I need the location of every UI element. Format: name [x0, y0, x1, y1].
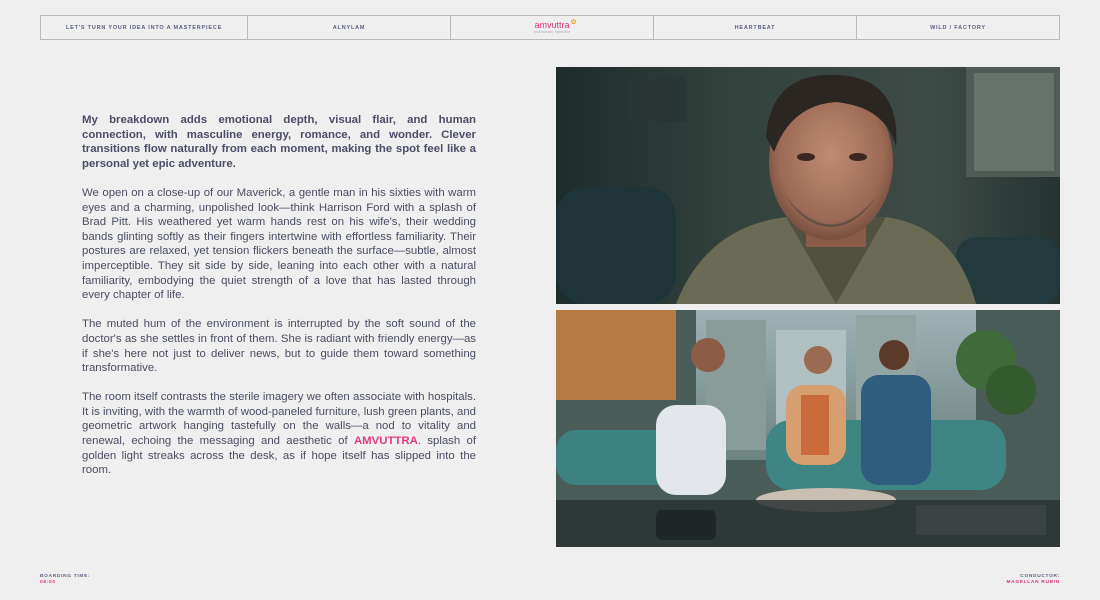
nav-item-label: LET'S TURN YOUR IDEA INTO A MASTERPIECE	[65, 24, 223, 31]
conductor-value: MAGELLAN RUBIN	[1006, 580, 1060, 585]
consultation-scene-illustration	[556, 310, 1060, 547]
paragraph-2: The muted hum of the environment is interrupted by the soft sound of the doctor's as she settles in front of them. She is radiant with friendly energy—as if she's here not just to deliver news, but to guide them toward something transformative.	[82, 318, 476, 375]
top-nav	[40, 15, 1060, 40]
nav-item-label: ALNYLAM	[332, 24, 366, 31]
boarding-time-label: BOARDING TIME:	[40, 574, 91, 579]
paragraph-3: The room itself contrasts the sterile imagery we often associate with hospitals. It is inviting, with the warmth of wood-paneled furniture, lush green plants, and geometric artwork hanging tastefully on the walls—a nod to vitality and renewal, echoing the messaging and aesthetic of AMVUTTRA. splash of golden light streaks across the desk, as if hope itself has slipped into the room.	[82, 391, 476, 477]
brand-name: AMVUTTRA	[353, 435, 418, 448]
nav-item-tagline[interactable]	[41, 16, 248, 39]
nav-item-label: WILD / FACTORY	[930, 24, 986, 31]
boarding-time-value: 08:00	[40, 580, 56, 585]
conductor-label: CONDUCTOR:	[1020, 574, 1060, 579]
nav-item-heartbeat[interactable]	[654, 16, 857, 39]
body-text	[82, 113, 476, 492]
boarding-time	[40, 574, 90, 586]
conductor	[1006, 574, 1060, 586]
consultation-scene-image	[556, 310, 1060, 547]
nav-item-wild-factory[interactable]	[857, 16, 1059, 39]
nav-item-amvuttra-logo[interactable]	[451, 16, 654, 39]
amvuttra-logo	[533, 18, 577, 35]
paragraph-1: We open on a close-up of our Maverick, a gentle man in his sixties with warm eyes and a charming, unpolished look—think Harrison Ford with a splash of Brad Pitt. His weathered yet warm hands rest on his wife's, their wedding bands glinting softly as their fingers intertwine with effortless familiarity. Their postures are relaxed, yet tension flickers beneath the surface—subtle, almost imperceptible. They sit side by side, leaning into each other with a natural familiarity, embodying the quiet strength of a love that has lasted through every chapter of life.	[82, 186, 476, 302]
lead-paragraph: My breakdown adds emotional depth, visual flair, and human connection, with masculine energy, romance, and wonder. Clever transitions flow naturally from each moment, making the spot feel like a personal yet epic adventure.	[82, 114, 476, 170]
nav-item-label: HEARTBEAT	[734, 24, 776, 31]
closeup-portrait-image	[556, 67, 1060, 304]
flower-icon: ✿	[570, 18, 577, 26]
nav-item-alnylam[interactable]	[248, 16, 451, 39]
logo-subtext: (vutrisiran) injection	[533, 29, 571, 34]
logo-text: amvuttra	[534, 19, 570, 30]
closeup-portrait-illustration	[556, 67, 1060, 304]
